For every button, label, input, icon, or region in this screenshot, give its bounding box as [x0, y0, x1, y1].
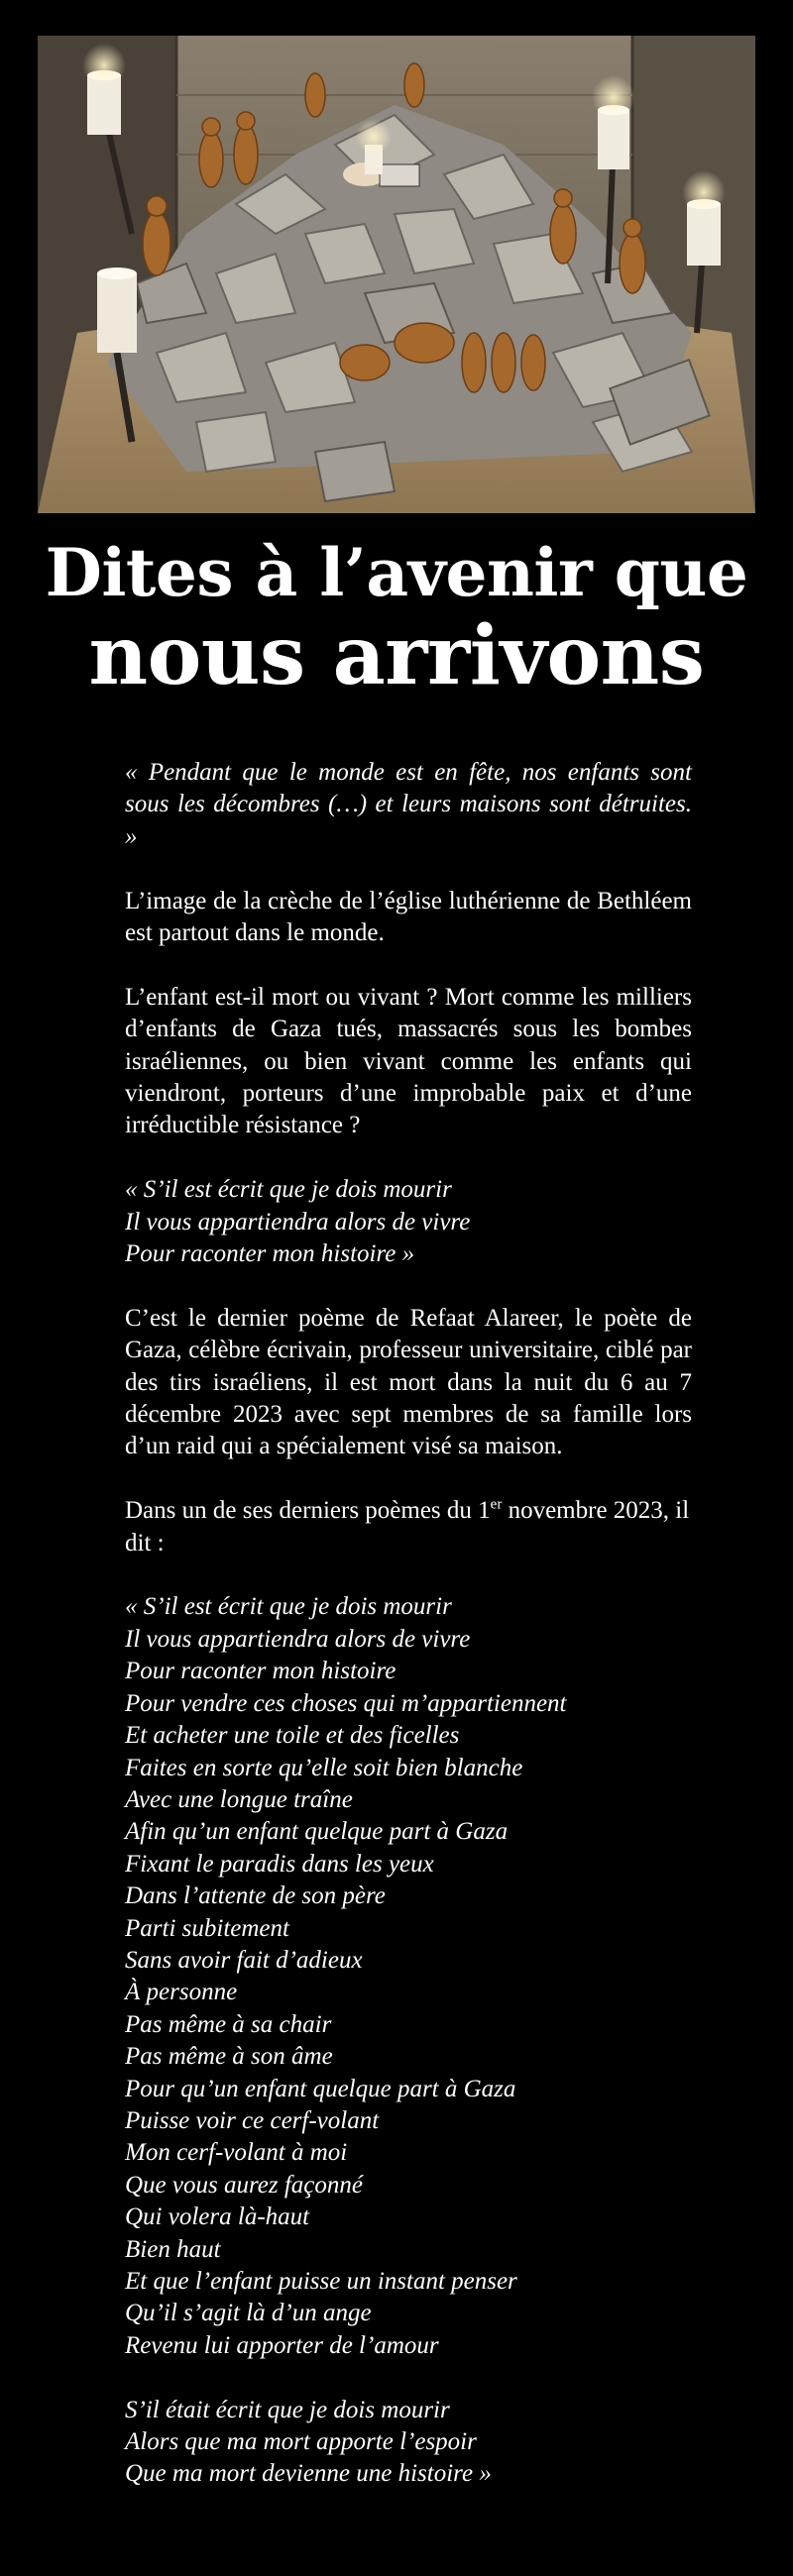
poem-line: Avec une longue traîne: [125, 1785, 353, 1813]
poem-line: Qu’il s’agit là d’un ange: [125, 2300, 372, 2327]
poem-line: Alors que ma mort apporte l’espoir: [125, 2428, 477, 2456]
intro-quote: « Pendant que le monde est en fête, nos enfants sont sous les décombres (…) et leurs maisons sont détruites. »: [125, 759, 692, 850]
paragraph-last-poems-text-end: novembre 2023, il dit :: [125, 1497, 690, 1556]
poem-line: Et que l’enfant puisse un instant penser: [125, 2268, 517, 2295]
paragraph-child: L’enfant est-il mort ou vivant ? Mort comme les milliers d’enfants de Gaza tués, massacrés sous les bombes israéliennes, ou bien vivant comme les enfants qui viendront, porteurs d’une improbable paix et d’une irréductible résistance ?: [125, 983, 692, 1139]
poem-line: Pour vendre ces choses qui m’appartiennent: [125, 1689, 567, 1717]
poem-line: Fixant le paradis dans les yeux: [125, 1850, 434, 1878]
page-title: [0, 535, 793, 701]
poem-line: Faites en sorte qu’elle soit bien blanche: [125, 1754, 523, 1781]
poem-line: Pour qu’un enfant quelque part à Gaza: [125, 2075, 516, 2102]
poem-line: « S’il est écrit que je dois mourir: [125, 1593, 452, 1621]
poem-line: Pour raconter mon histoire: [125, 1658, 396, 1685]
nativity-rubble-photo: [38, 36, 755, 513]
final-poem: [125, 2395, 692, 2491]
short-poem: [125, 1174, 692, 1270]
poem-line: Pour raconter mon histoire »: [125, 1240, 415, 1268]
poem-line: Bien haut: [125, 2235, 221, 2263]
paragraph-last-poems-text: Dans un de ses derniers poèmes du 1: [125, 1497, 491, 1525]
poem-line: Pas même à sa chair: [125, 2010, 332, 2038]
article-body: [125, 757, 692, 2522]
poem-line: Il vous appartiendra alors de vivre: [125, 1208, 471, 1235]
poem-line: Mon cerf-volant à moi: [125, 2139, 348, 2167]
poem-line: À personne: [125, 1979, 238, 2006]
poem-line: Que vous aurez façonné: [125, 2171, 363, 2199]
poem-line: Que ma mort devienne une histoire »: [125, 2460, 492, 2488]
poem-line: Puisse voir ce cerf-volant: [125, 2106, 380, 2134]
poem-line: Parti subitement: [125, 1914, 289, 1942]
poem-line: Dans l’attente de son père: [125, 1882, 386, 1910]
title-line-2: nous arrivons: [88, 608, 705, 703]
poem-line: « S’il est écrit que je dois mourir: [125, 1176, 452, 1204]
poem-line: Pas même à son âme: [125, 2043, 333, 2071]
long-poem: [125, 1591, 692, 2362]
poem-line: Afin qu’un enfant quelque part à Gaza: [125, 1818, 509, 1846]
poem-line: Revenu lui apporter de l’amour: [125, 2331, 439, 2359]
paragraph-last-poems: [125, 1495, 692, 1559]
paragraph-refaat-alareer: C’est le dernier poème de Refaat Alareer, le poète de Gaza, célèbre écrivain, professeur universitaire, ciblé par des tirs israéliens, il est mort dans la nuit du 6 au 7 décembre 2023 avec sept membres de sa famille lors d’un raid qui a spécialement visé sa maison.: [125, 1304, 692, 1460]
ordinal-superscript: er: [490, 1496, 503, 1513]
poem-line: Sans avoir fait d’adieux: [125, 1946, 363, 1974]
poem-line: S’il était écrit que je dois mourir: [125, 2396, 450, 2423]
poem-line: Qui volera là-haut: [125, 2203, 310, 2231]
poem-line: Et acheter une toile et des ficelles: [125, 1722, 460, 1750]
paragraph-creche: L’image de la crèche de l’église luthérienne de Bethléem est partout dans le monde.: [125, 887, 692, 947]
poem-line: Il vous appartiendra alors de vivre: [125, 1625, 471, 1653]
title-line-1: Dites à l’avenir que: [45, 534, 748, 611]
